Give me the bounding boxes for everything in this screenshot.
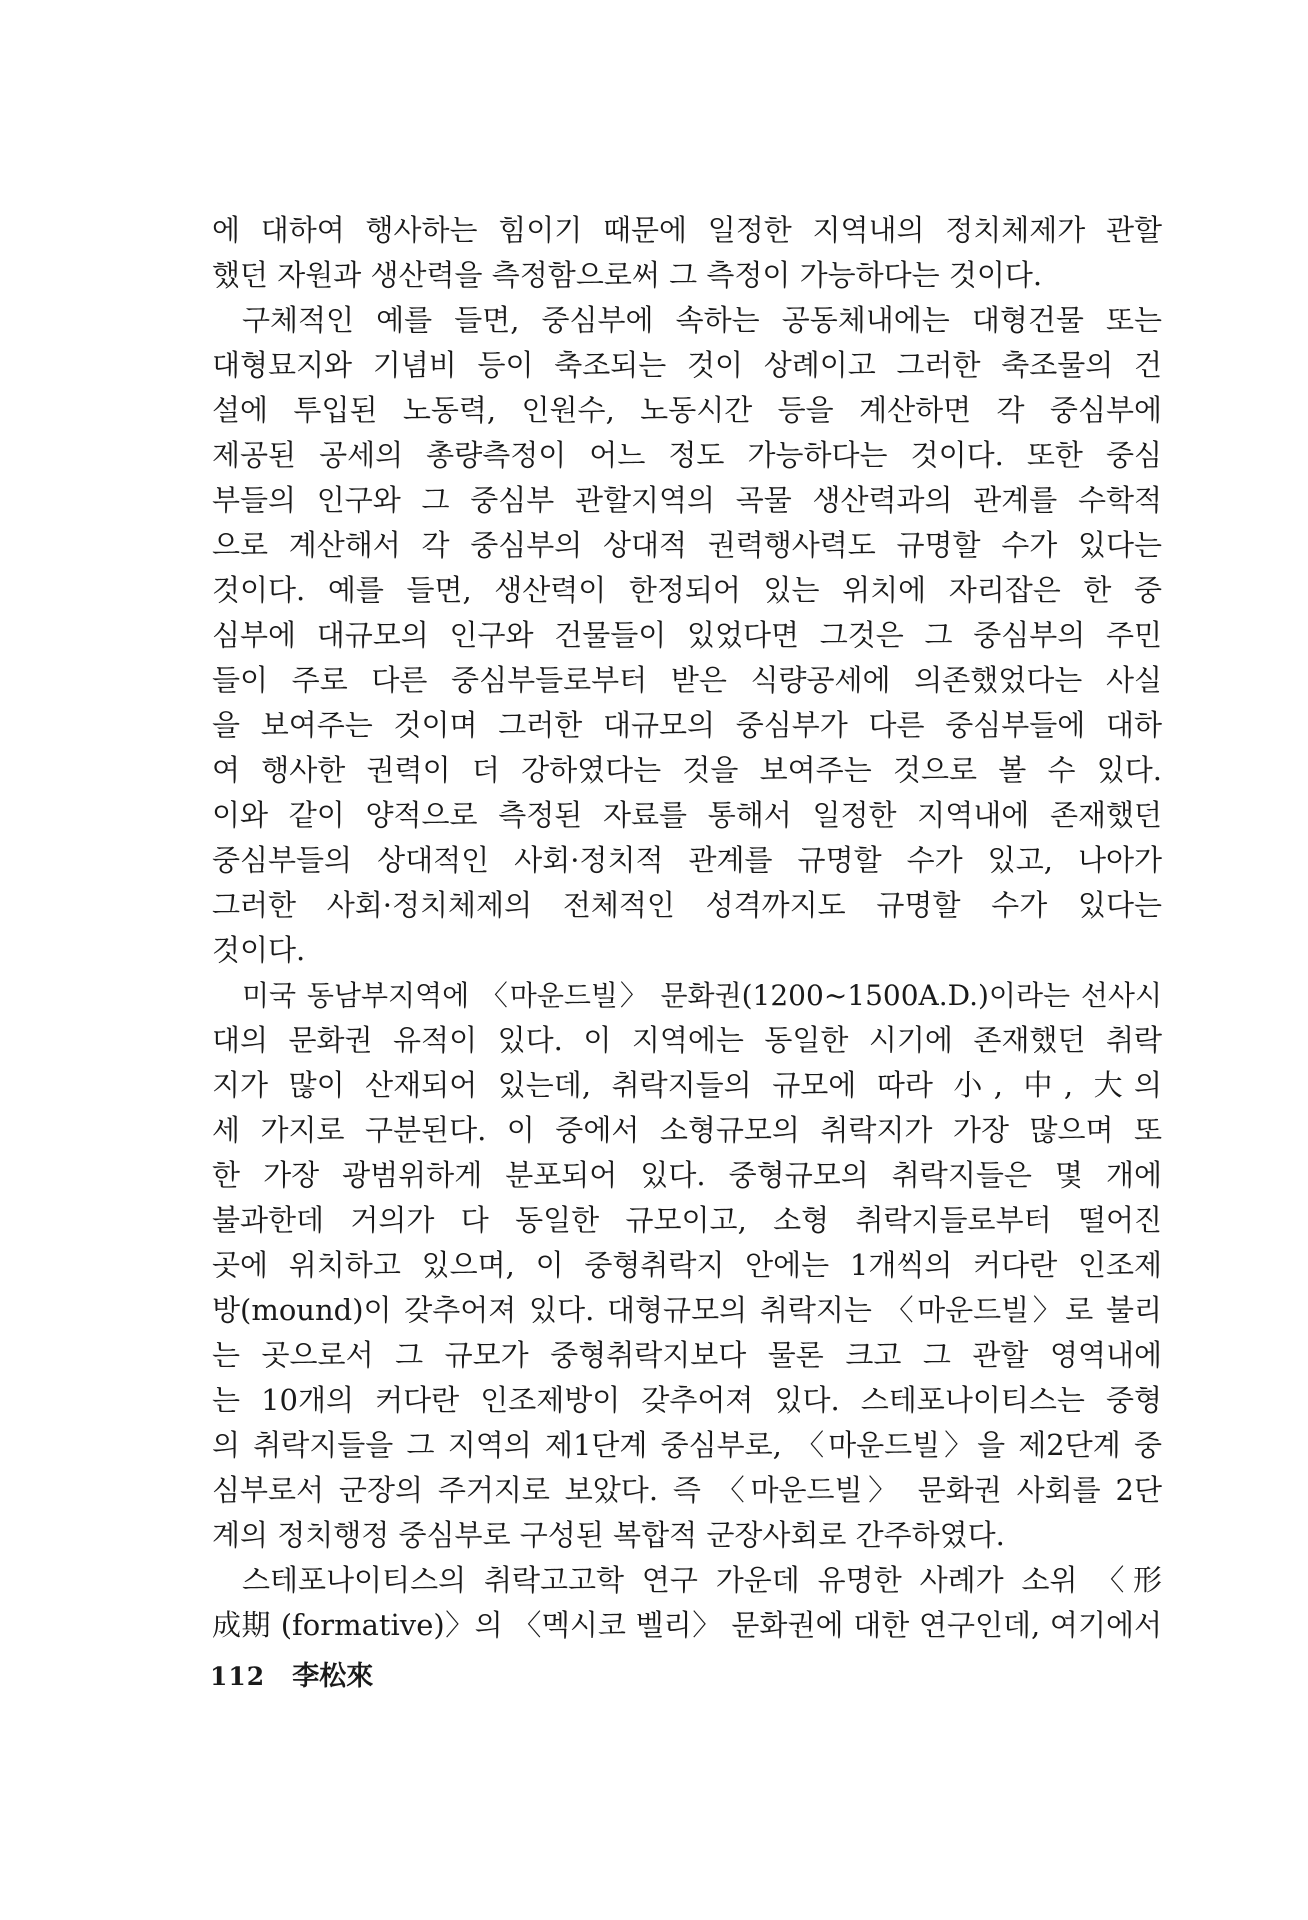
text-line: 이와 같이 양적으로 측정된 자료를 통해서 일정한 지역내에 존재했던 <box>212 798 1162 832</box>
text-line: 한 가장 광범위하게 분포되어 있다. 중형규모의 취락지들은 몇 개에 <box>212 1158 1162 1192</box>
text-line: 제공된 공세의 총량측정이 어느 정도 가능하다는 것이다. 또한 중심 <box>212 438 1162 472</box>
text-line: 을 보여주는 것이며 그러한 대규모의 중심부가 다른 중심부들에 대하 <box>212 708 1162 742</box>
text-line: 들이 주로 다른 중심부들로부터 받은 식량공세에 의존했었다는 사실 <box>212 663 1162 697</box>
text-line: 지가 많이 산재되어 있는데, 취락지들의 규모에 따라 小, 中, 大의 <box>212 1068 1162 1102</box>
text-line: 의 취락지들을 그 지역의 제1단계 중심부로, 〈마운드빌〉을 제2단계 중 <box>212 1428 1162 1462</box>
text-line: 구체적인 예를 들면, 중심부에 속하는 공동체내에는 대형건물 또는 <box>242 303 1162 337</box>
text-line: 심부에 대규모의 인구와 건물들이 있었다면 그것은 그 중심부의 주민 <box>212 618 1162 652</box>
text-line: 불과한데 거의가 다 동일한 규모이고, 소형 취락지들로부터 떨어진 <box>212 1203 1162 1237</box>
text-line: 부들의 인구와 그 중심부 관할지역의 곡물 생산력과의 관계를 수학적 <box>212 483 1162 517</box>
text-line: 에 대하여 행사하는 힘이기 때문에 일정한 지역내의 정치체제가 관할 <box>212 213 1162 247</box>
text-line: 심부로서 군장의 주거지로 보았다. 즉 〈마운드빌〉 문화권 사회를 2단 <box>212 1473 1162 1507</box>
body-text <box>212 208 1162 1648</box>
text-line: 세 가지로 구분된다. 이 중에서 소형규모의 취락지가 가장 많으며 또 <box>212 1113 1162 1147</box>
text-line: 방(mound)이 갖추어져 있다. 대형규모의 취락지는 〈마운드빌〉로 불리 <box>212 1293 1162 1327</box>
text-line: 계의 정치행정 중심부로 구성된 복합적 군장사회로 간주하였다. <box>212 1518 1005 1552</box>
text-line: 곳에 위치하고 있으며, 이 중형취락지 안에는 1개씩의 커다란 인조제 <box>212 1248 1162 1282</box>
text-line: 는 10개의 커다란 인조제방이 갖추어져 있다. 스테포나이티스는 중형 <box>212 1383 1162 1417</box>
text-line: 것이다. 예를 들면, 생산력이 한정되어 있는 위치에 자리잡은 한 중 <box>212 573 1162 607</box>
author-name: 李松來 <box>292 1661 374 1692</box>
text-line: 대형묘지와 기념비 등이 축조되는 것이 상례이고 그러한 축조물의 건 <box>212 348 1162 382</box>
text-line: 미국 동남부지역에 〈마운드빌〉 문화권(1200~1500A.D.)이라는 선사시 <box>242 979 1162 1012</box>
text-line: 으로 계산해서 각 중심부의 상대적 권력행사력도 규명할 수가 있다는 <box>212 528 1162 562</box>
text-line: 것이다. <box>212 933 306 967</box>
text-line: 중심부들의 상대적인 사회·정치적 관계를 규명할 수가 있고, 나아가 <box>212 843 1162 877</box>
text-line: 스테포나이티스의 취락고고학 연구 가운데 유명한 사례가 소위 〈形 <box>242 1563 1162 1597</box>
text-line: 는 곳으로서 그 규모가 중형취락지보다 물론 크고 그 관할 영역내에 <box>212 1338 1162 1372</box>
text-line: 했던 자원과 생산력을 측정함으로써 그 측정이 가능하다는 것이다. <box>212 258 1043 292</box>
page-footer <box>210 1654 373 1693</box>
text-line: 成期 (formative)〉의 〈멕시코 벨리〉 문화권에 대한 연구인데, 여기에서 <box>212 1608 1162 1642</box>
text-line: 대의 문화권 유적이 있다. 이 지역에는 동일한 시기에 존재했던 취락 <box>212 1023 1162 1057</box>
text-line: 그러한 사회·정치체제의 전체적인 성격까지도 규명할 수가 있다는 <box>212 888 1162 922</box>
text-line: 여 행사한 권력이 더 강하였다는 것을 보여주는 것으로 볼 수 있다. <box>212 753 1162 787</box>
page-number: 112 <box>210 1662 266 1691</box>
text-line: 설에 투입된 노동력, 인원수, 노동시간 등을 계산하면 각 중심부에 <box>212 393 1162 427</box>
